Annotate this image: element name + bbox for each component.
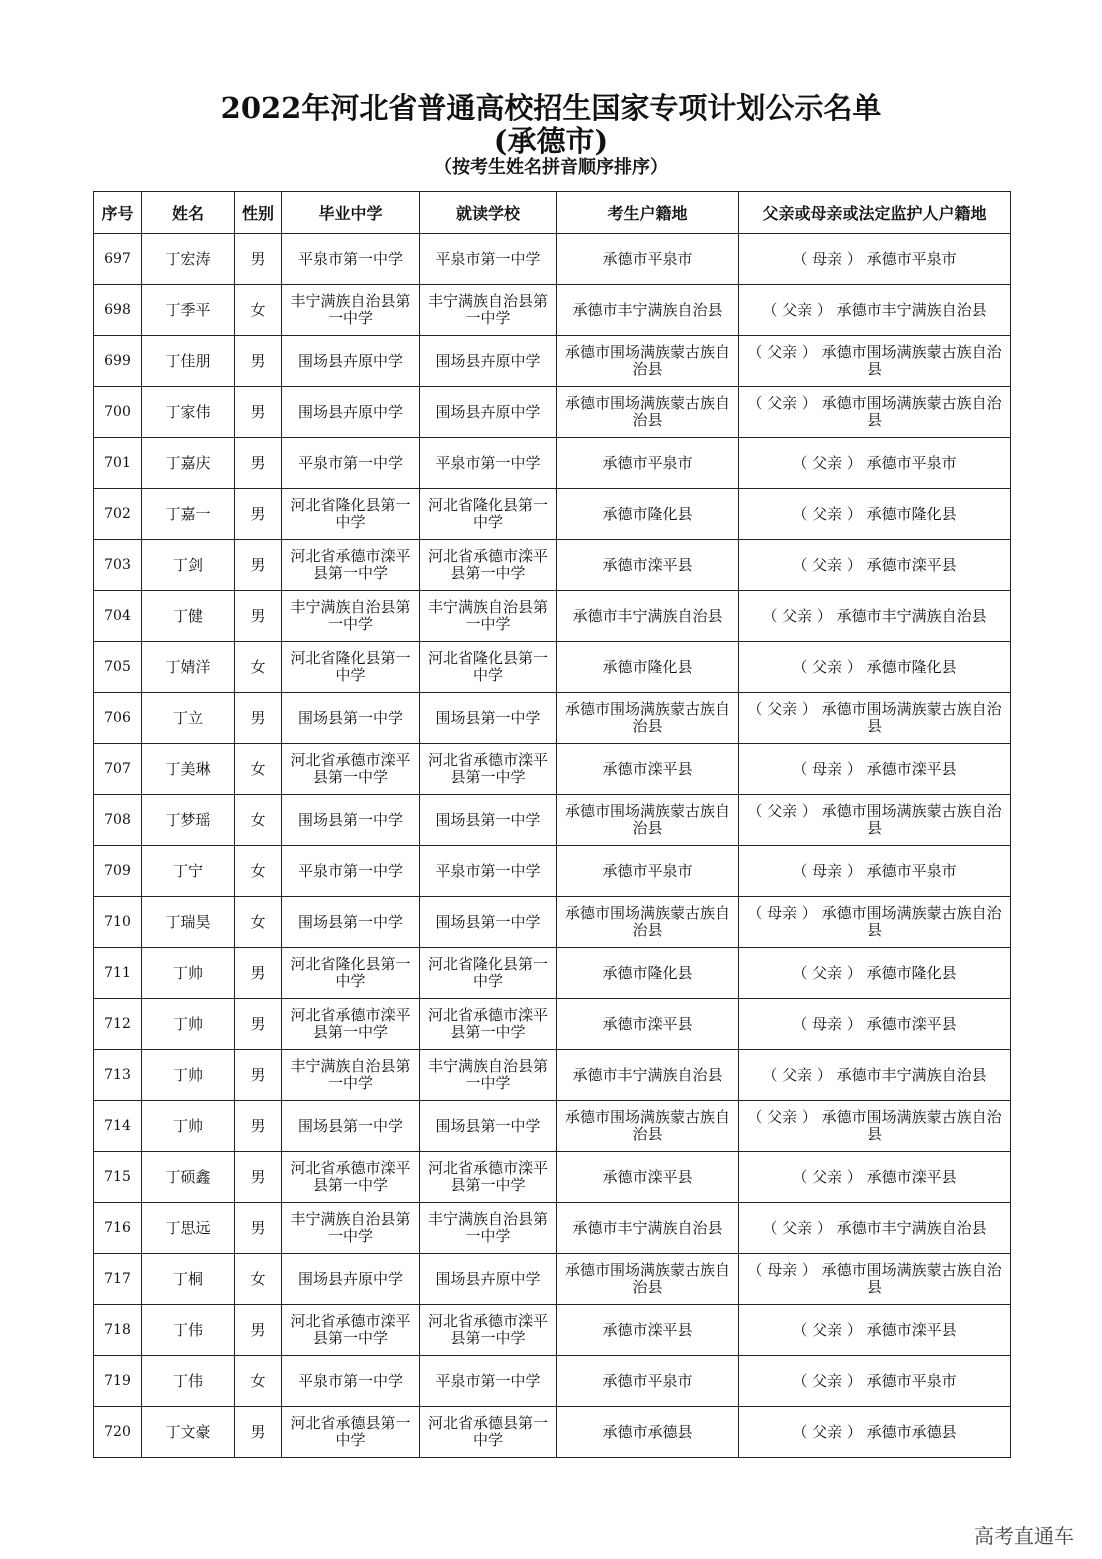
cell-guardian-domicile: （ 母亲 ） 承德市滦平县 xyxy=(739,744,1011,795)
cell-index: 712 xyxy=(94,999,142,1050)
table-row xyxy=(94,693,1011,744)
cell-current-school: 丰宁满族自治县第一中学 xyxy=(420,285,557,336)
column-header-guardian-domicile: 父亲或母亲或法定监护人户籍地 xyxy=(739,192,1011,234)
cell-guardian-domicile: （ 父亲 ） 承德市隆化县 xyxy=(739,948,1011,999)
cell-current-school: 围场县第一中学 xyxy=(420,693,557,744)
table-row xyxy=(94,438,1011,489)
table-row xyxy=(94,999,1011,1050)
cell-index: 705 xyxy=(94,642,142,693)
cell-gender: 男 xyxy=(235,1407,282,1458)
cell-index: 717 xyxy=(94,1254,142,1305)
cell-name: 丁婧洋 xyxy=(142,642,235,693)
cell-name: 丁宏涛 xyxy=(142,234,235,285)
cell-graduation-school: 河北省承德市滦平县第一中学 xyxy=(282,1152,420,1203)
cell-index: 718 xyxy=(94,1305,142,1356)
document-subtitle: (承德市) xyxy=(493,124,609,158)
cell-index: 720 xyxy=(94,1407,142,1458)
cell-index: 714 xyxy=(94,1101,142,1152)
cell-graduation-school: 平泉市第一中学 xyxy=(282,1356,420,1407)
table-row xyxy=(94,1305,1011,1356)
table-row xyxy=(94,591,1011,642)
cell-gender: 女 xyxy=(235,1254,282,1305)
cell-guardian-domicile: （ 母亲 ） 承德市平泉市 xyxy=(739,234,1011,285)
cell-index: 713 xyxy=(94,1050,142,1101)
cell-gender: 男 xyxy=(235,1305,282,1356)
sort-note: （按考生姓名拼音顺序排序） xyxy=(434,157,668,178)
table-row xyxy=(94,387,1011,438)
table-row xyxy=(94,795,1011,846)
cell-graduation-school: 围场县第一中学 xyxy=(282,1101,420,1152)
cell-graduation-school: 围场县卉原中学 xyxy=(282,387,420,438)
cell-index: 707 xyxy=(94,744,142,795)
cell-guardian-domicile: （ 母亲 ） 承德市围场满族蒙古族自治县 xyxy=(739,1254,1011,1305)
cell-name: 丁帅 xyxy=(142,1050,235,1101)
cell-graduation-school: 丰宁满族自治县第一中学 xyxy=(282,1050,420,1101)
cell-guardian-domicile: （ 母亲 ） 承德市滦平县 xyxy=(739,999,1011,1050)
table-row xyxy=(94,1407,1011,1458)
table-row xyxy=(94,234,1011,285)
cell-student-domicile: 承德市平泉市 xyxy=(557,234,739,285)
cell-student-domicile: 承德市平泉市 xyxy=(557,1356,739,1407)
cell-student-domicile: 承德市滦平县 xyxy=(557,1305,739,1356)
table-row xyxy=(94,540,1011,591)
cell-graduation-school: 围场县第一中学 xyxy=(282,693,420,744)
cell-guardian-domicile: （ 父亲 ） 承德市围场满族蒙古族自治县 xyxy=(739,1101,1011,1152)
cell-index: 698 xyxy=(94,285,142,336)
cell-name: 丁帅 xyxy=(142,948,235,999)
cell-current-school: 围场县卉原中学 xyxy=(420,387,557,438)
cell-current-school: 围场县第一中学 xyxy=(420,1101,557,1152)
column-header-gender: 性别 xyxy=(235,192,282,234)
cell-gender: 女 xyxy=(235,846,282,897)
cell-gender: 女 xyxy=(235,642,282,693)
cell-current-school: 河北省隆化县第一中学 xyxy=(420,948,557,999)
cell-student-domicile: 承德市滦平县 xyxy=(557,744,739,795)
cell-student-domicile: 承德市隆化县 xyxy=(557,948,739,999)
cell-index: 706 xyxy=(94,693,142,744)
cell-name: 丁美琳 xyxy=(142,744,235,795)
cell-graduation-school: 河北省隆化县第一中学 xyxy=(282,489,420,540)
cell-graduation-school: 河北省承德市滦平县第一中学 xyxy=(282,999,420,1050)
column-header-name: 姓名 xyxy=(142,192,235,234)
table-row xyxy=(94,1203,1011,1254)
cell-graduation-school: 河北省承德市滦平县第一中学 xyxy=(282,1305,420,1356)
cell-guardian-domicile: （ 父亲 ） 承德市隆化县 xyxy=(739,642,1011,693)
cell-name: 丁瑞昊 xyxy=(142,897,235,948)
cell-index: 708 xyxy=(94,795,142,846)
cell-student-domicile: 承德市滦平县 xyxy=(557,1152,739,1203)
watermark: 高考直通车 xyxy=(974,1524,1074,1548)
cell-current-school: 河北省承德市滦平县第一中学 xyxy=(420,999,557,1050)
cell-current-school: 河北省承德市滦平县第一中学 xyxy=(420,1305,557,1356)
cell-graduation-school: 围场县第一中学 xyxy=(282,795,420,846)
cell-name: 丁家伟 xyxy=(142,387,235,438)
cell-name: 丁健 xyxy=(142,591,235,642)
cell-index: 700 xyxy=(94,387,142,438)
cell-student-domicile: 承德市平泉市 xyxy=(557,846,739,897)
cell-guardian-domicile: （ 父亲 ） 承德市丰宁满族自治县 xyxy=(739,1203,1011,1254)
cell-guardian-domicile: （ 母亲 ） 承德市平泉市 xyxy=(739,846,1011,897)
table-row xyxy=(94,1101,1011,1152)
cell-name: 丁嘉庆 xyxy=(142,438,235,489)
table-row xyxy=(94,285,1011,336)
cell-guardian-domicile: （ 父亲 ） 承德市围场满族蒙古族自治县 xyxy=(739,336,1011,387)
table-row xyxy=(94,846,1011,897)
table-row xyxy=(94,744,1011,795)
cell-name: 丁文豪 xyxy=(142,1407,235,1458)
table-row xyxy=(94,948,1011,999)
table-header-row xyxy=(94,192,1011,234)
cell-index: 715 xyxy=(94,1152,142,1203)
table-row xyxy=(94,1152,1011,1203)
cell-gender: 女 xyxy=(235,1356,282,1407)
cell-current-school: 平泉市第一中学 xyxy=(420,846,557,897)
cell-index: 699 xyxy=(94,336,142,387)
cell-graduation-school: 丰宁满族自治县第一中学 xyxy=(282,285,420,336)
table-row xyxy=(94,897,1011,948)
cell-student-domicile: 承德市丰宁满族自治县 xyxy=(557,591,739,642)
cell-current-school: 平泉市第一中学 xyxy=(420,438,557,489)
cell-guardian-domicile: （ 父亲 ） 承德市围场满族蒙古族自治县 xyxy=(739,795,1011,846)
cell-student-domicile: 承德市隆化县 xyxy=(557,489,739,540)
cell-current-school: 丰宁满族自治县第一中学 xyxy=(420,1050,557,1101)
cell-current-school: 平泉市第一中学 xyxy=(420,1356,557,1407)
column-header-index: 序号 xyxy=(94,192,142,234)
cell-name: 丁佳朋 xyxy=(142,336,235,387)
cell-current-school: 河北省承德市滦平县第一中学 xyxy=(420,744,557,795)
cell-student-domicile: 承德市围场满族蒙古族自治县 xyxy=(557,1254,739,1305)
cell-student-domicile: 承德市承德县 xyxy=(557,1407,739,1458)
cell-name: 丁思远 xyxy=(142,1203,235,1254)
cell-gender: 男 xyxy=(235,948,282,999)
column-header-graduation-school: 毕业中学 xyxy=(282,192,420,234)
cell-current-school: 河北省隆化县第一中学 xyxy=(420,642,557,693)
table-body xyxy=(94,234,1011,1458)
cell-guardian-domicile: （ 父亲 ） 承德市丰宁满族自治县 xyxy=(739,1050,1011,1101)
cell-gender: 男 xyxy=(235,1101,282,1152)
cell-graduation-school: 围场县卉原中学 xyxy=(282,336,420,387)
cell-graduation-school: 丰宁满族自治县第一中学 xyxy=(282,591,420,642)
table-row xyxy=(94,336,1011,387)
cell-index: 709 xyxy=(94,846,142,897)
cell-name: 丁剑 xyxy=(142,540,235,591)
cell-guardian-domicile: （ 父亲 ） 承德市丰宁满族自治县 xyxy=(739,285,1011,336)
cell-guardian-domicile: （ 父亲 ） 承德市平泉市 xyxy=(739,438,1011,489)
cell-current-school: 河北省承德县第一中学 xyxy=(420,1407,557,1458)
cell-index: 710 xyxy=(94,897,142,948)
cell-gender: 男 xyxy=(235,336,282,387)
cell-guardian-domicile: （ 父亲 ） 承德市滦平县 xyxy=(739,1152,1011,1203)
cell-guardian-domicile: （ 父亲 ） 承德市围场满族蒙古族自治县 xyxy=(739,693,1011,744)
cell-graduation-school: 河北省隆化县第一中学 xyxy=(282,642,420,693)
cell-gender: 男 xyxy=(235,1050,282,1101)
table-row xyxy=(94,489,1011,540)
cell-guardian-domicile: （ 母亲 ） 承德市围场满族蒙古族自治县 xyxy=(739,897,1011,948)
cell-guardian-domicile: （ 父亲 ） 承德市隆化县 xyxy=(739,489,1011,540)
cell-name: 丁伟 xyxy=(142,1356,235,1407)
cell-guardian-domicile: （ 父亲 ） 承德市平泉市 xyxy=(739,1356,1011,1407)
cell-guardian-domicile: （ 父亲 ） 承德市丰宁满族自治县 xyxy=(739,591,1011,642)
cell-gender: 男 xyxy=(235,540,282,591)
cell-current-school: 围场县第一中学 xyxy=(420,795,557,846)
cell-graduation-school: 河北省隆化县第一中学 xyxy=(282,948,420,999)
cell-name: 丁帅 xyxy=(142,999,235,1050)
cell-student-domicile: 承德市围场满族蒙古族自治县 xyxy=(557,387,739,438)
cell-name: 丁立 xyxy=(142,693,235,744)
document-title: 2022年河北省普通高校招生国家专项计划公示名单 xyxy=(220,91,882,125)
cell-graduation-school: 围场县第一中学 xyxy=(282,897,420,948)
cell-current-school: 围场县第一中学 xyxy=(420,897,557,948)
cell-name: 丁梦瑶 xyxy=(142,795,235,846)
cell-name: 丁季平 xyxy=(142,285,235,336)
cell-index: 702 xyxy=(94,489,142,540)
cell-name: 丁宁 xyxy=(142,846,235,897)
cell-index: 704 xyxy=(94,591,142,642)
cell-current-school: 丰宁满族自治县第一中学 xyxy=(420,591,557,642)
cell-graduation-school: 河北省承德市滦平县第一中学 xyxy=(282,540,420,591)
cell-current-school: 河北省隆化县第一中学 xyxy=(420,489,557,540)
cell-gender: 女 xyxy=(235,744,282,795)
cell-graduation-school: 平泉市第一中学 xyxy=(282,438,420,489)
cell-student-domicile: 承德市滦平县 xyxy=(557,999,739,1050)
cell-index: 701 xyxy=(94,438,142,489)
cell-graduation-school: 河北省承德市滦平县第一中学 xyxy=(282,744,420,795)
table-row xyxy=(94,1254,1011,1305)
cell-current-school: 河北省承德市滦平县第一中学 xyxy=(420,540,557,591)
cell-graduation-school: 平泉市第一中学 xyxy=(282,846,420,897)
cell-gender: 男 xyxy=(235,234,282,285)
cell-student-domicile: 承德市围场满族蒙古族自治县 xyxy=(557,897,739,948)
cell-graduation-school: 围场县卉原中学 xyxy=(282,1254,420,1305)
cell-gender: 男 xyxy=(235,591,282,642)
table-row xyxy=(94,642,1011,693)
cell-graduation-school: 丰宁满族自治县第一中学 xyxy=(282,1203,420,1254)
cell-guardian-domicile: （ 父亲 ） 承德市承德县 xyxy=(739,1407,1011,1458)
cell-gender: 男 xyxy=(235,1203,282,1254)
cell-student-domicile: 承德市围场满族蒙古族自治县 xyxy=(557,1101,739,1152)
cell-student-domicile: 承德市丰宁满族自治县 xyxy=(557,285,739,336)
cell-gender: 男 xyxy=(235,1152,282,1203)
cell-name: 丁桐 xyxy=(142,1254,235,1305)
table-row xyxy=(94,1050,1011,1101)
cell-index: 719 xyxy=(94,1356,142,1407)
cell-student-domicile: 承德市丰宁满族自治县 xyxy=(557,1050,739,1101)
cell-student-domicile: 承德市围场满族蒙古族自治县 xyxy=(557,795,739,846)
cell-index: 716 xyxy=(94,1203,142,1254)
column-header-student-domicile: 考生户籍地 xyxy=(557,192,739,234)
cell-index: 703 xyxy=(94,540,142,591)
cell-name: 丁嘉一 xyxy=(142,489,235,540)
cell-index: 697 xyxy=(94,234,142,285)
table-row xyxy=(94,1356,1011,1407)
cell-student-domicile: 承德市围场满族蒙古族自治县 xyxy=(557,693,739,744)
cell-name: 丁伟 xyxy=(142,1305,235,1356)
cell-gender: 男 xyxy=(235,693,282,744)
cell-guardian-domicile: （ 父亲 ） 承德市滦平县 xyxy=(739,540,1011,591)
cell-graduation-school: 河北省承德县第一中学 xyxy=(282,1407,420,1458)
cell-current-school: 丰宁满族自治县第一中学 xyxy=(420,1203,557,1254)
cell-student-domicile: 承德市平泉市 xyxy=(557,438,739,489)
cell-current-school: 河北省承德市滦平县第一中学 xyxy=(420,1152,557,1203)
cell-name: 丁硕鑫 xyxy=(142,1152,235,1203)
student-list-table xyxy=(93,191,1011,1458)
cell-index: 711 xyxy=(94,948,142,999)
cell-gender: 女 xyxy=(235,285,282,336)
cell-current-school: 围场县卉原中学 xyxy=(420,1254,557,1305)
cell-student-domicile: 承德市隆化县 xyxy=(557,642,739,693)
cell-gender: 男 xyxy=(235,999,282,1050)
cell-gender: 女 xyxy=(235,897,282,948)
cell-guardian-domicile: （ 父亲 ） 承德市滦平县 xyxy=(739,1305,1011,1356)
cell-guardian-domicile: （ 父亲 ） 承德市围场满族蒙古族自治县 xyxy=(739,387,1011,438)
cell-student-domicile: 承德市丰宁满族自治县 xyxy=(557,1203,739,1254)
cell-student-domicile: 承德市滦平县 xyxy=(557,540,739,591)
cell-name: 丁帅 xyxy=(142,1101,235,1152)
cell-student-domicile: 承德市围场满族蒙古族自治县 xyxy=(557,336,739,387)
cell-current-school: 平泉市第一中学 xyxy=(420,234,557,285)
cell-gender: 男 xyxy=(235,489,282,540)
cell-gender: 男 xyxy=(235,387,282,438)
cell-gender: 男 xyxy=(235,438,282,489)
column-header-current-school: 就读学校 xyxy=(420,192,557,234)
cell-graduation-school: 平泉市第一中学 xyxy=(282,234,420,285)
cell-gender: 女 xyxy=(235,795,282,846)
cell-current-school: 围场县卉原中学 xyxy=(420,336,557,387)
